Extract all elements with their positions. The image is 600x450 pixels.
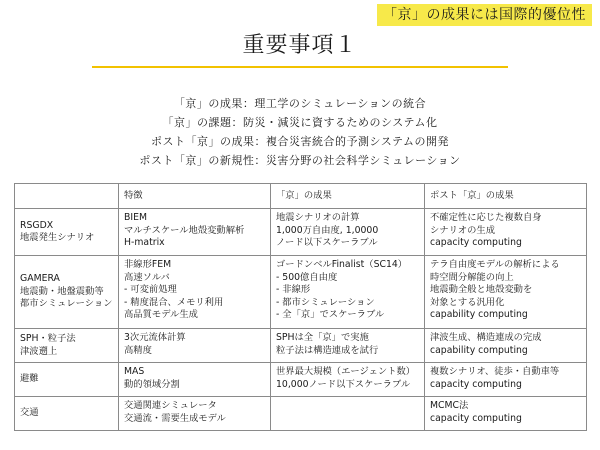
- post-k-result-cell: [425, 397, 587, 431]
- row-name-cell: [15, 329, 119, 363]
- cell-line: 対象とする汎用化: [430, 296, 505, 308]
- feature-cell: [119, 329, 271, 363]
- cell-line: capacity computing: [430, 412, 522, 424]
- summary-line: ポスト「京」の新規性：災害分野の社会科学シミュレーション: [139, 154, 461, 167]
- cell-line: シナリオの生成: [430, 224, 495, 236]
- title-underline: [92, 66, 508, 68]
- cell-line: 世界最大規模（エージェント数）: [276, 366, 416, 377]
- cell-line: - 全「京」でスケーラブル: [276, 309, 385, 320]
- header-cell: [15, 184, 119, 209]
- k-result-cell: [271, 363, 425, 397]
- feature-cell: [119, 397, 271, 431]
- cell-line: 粒子法は構造連成を試行: [276, 344, 379, 356]
- summary-line: 「京」の成果：理工学のシミュレーションの統合: [173, 97, 427, 110]
- cell-line: 1,000万自由度, 1,0000: [276, 224, 379, 236]
- post-k-result-cell: [425, 256, 587, 329]
- feature-cell: [119, 363, 271, 397]
- cell-line: 交通関連シミュレータ: [124, 400, 217, 411]
- cell-line: 地震発生シナリオ: [20, 232, 95, 243]
- cell-line: マルチスケール地殻変動解析: [124, 224, 245, 236]
- row-name-cell: [15, 397, 119, 431]
- cell-line: - 都市シミュレーション: [276, 296, 375, 308]
- cell-line: - 可変前処理: [124, 284, 177, 295]
- cell-line: - 精度混合、メモリ利用: [124, 296, 224, 308]
- header-cell-post-k-result: ポスト「京」の成果: [425, 184, 587, 209]
- cell-line: 非線形FEM: [124, 259, 172, 270]
- summary-line: ポスト「京」の成果：複合災害統合的予測システムの開発: [151, 135, 449, 148]
- cell-line: SPH・粒子法: [20, 333, 76, 344]
- cell-line: GAMERA: [20, 273, 60, 285]
- comparison-table: [14, 183, 587, 431]
- cell-line: 不確定性に応じた複数自身: [430, 212, 542, 223]
- cell-line: テラ自由度モデルの解析による: [430, 259, 560, 270]
- feature-cell: [119, 256, 271, 329]
- cell-line: 高品質モデル生成: [124, 309, 198, 320]
- row-name-cell: [15, 363, 119, 397]
- cell-line: ゴードンベルFinalist（SC14）: [276, 259, 408, 270]
- cell-line: capacity computing: [430, 378, 522, 390]
- cell-line: 交通: [20, 407, 39, 419]
- cell-line: 交通流・需要生成モデル: [124, 412, 226, 424]
- k-result-cell: [271, 397, 425, 431]
- cell-line: capacity computing: [430, 237, 522, 248]
- cell-line: - 非線形: [276, 284, 311, 295]
- cell-line: 都市シミュレーション: [20, 298, 113, 310]
- table-row: [15, 397, 587, 431]
- page-title: 重要事項１: [242, 33, 358, 58]
- cell-line: 3次元流体計算: [124, 332, 186, 343]
- cell-line: RSGDX: [20, 219, 54, 231]
- post-k-result-cell: [425, 329, 587, 363]
- cell-line: capability computing: [430, 309, 528, 320]
- summary-line: 「京」の課題：防災・減災に資するためのシステム化: [162, 116, 438, 129]
- k-result-cell: [271, 256, 425, 329]
- cell-line: BIEM: [124, 212, 148, 223]
- row-name-cell: [15, 209, 119, 256]
- cell-line: 津波遡上: [20, 345, 58, 357]
- table-row: [15, 329, 587, 363]
- cell-line: MCMC法: [430, 400, 469, 411]
- cell-line: MAS: [124, 366, 145, 377]
- table-header-row: [15, 184, 587, 209]
- table-row: [15, 209, 587, 256]
- cell-line: SPHは全「京」で実施: [276, 332, 369, 343]
- cell-line: 複数シナリオ、徒歩・自動車等: [430, 366, 560, 377]
- row-name-cell: [15, 256, 119, 329]
- highlight-banner: 「京」の成果には国際的優位性: [377, 4, 592, 26]
- cell-line: - 500億自由度: [276, 271, 338, 283]
- cell-line: 時空間分解能の向上: [430, 271, 514, 283]
- cell-line: ノード以下スケーラブル: [276, 237, 378, 248]
- cell-line: 動的領域分割: [124, 378, 180, 390]
- cell-line: capability computing: [430, 344, 528, 356]
- cell-line: H-matrix: [124, 237, 165, 248]
- table-row: [15, 363, 587, 397]
- header-cell-feature: 特徴: [119, 184, 271, 209]
- feature-cell: [119, 209, 271, 256]
- k-result-cell: [271, 329, 425, 363]
- post-k-result-cell: [425, 209, 587, 256]
- header-cell-k-result: 「京」の成果: [271, 184, 425, 209]
- k-result-cell: [271, 209, 425, 256]
- table-row: [15, 256, 587, 329]
- cell-line: 高精度: [124, 344, 152, 356]
- summary-block: [0, 94, 600, 170]
- cell-line: 高速ソルバ: [124, 271, 170, 283]
- cell-line: 地震動全般と地殻変動を: [430, 284, 533, 295]
- cell-line: 地震動・地盤震動等: [20, 285, 104, 297]
- cell-line: 避難: [20, 373, 39, 385]
- cell-line: 10,000ノード以下スケーラブル: [276, 378, 411, 390]
- cell-line: 地震シナリオの計算: [276, 212, 360, 223]
- cell-line: 津波生成、構造連成の完成: [430, 332, 542, 343]
- post-k-result-cell: [425, 363, 587, 397]
